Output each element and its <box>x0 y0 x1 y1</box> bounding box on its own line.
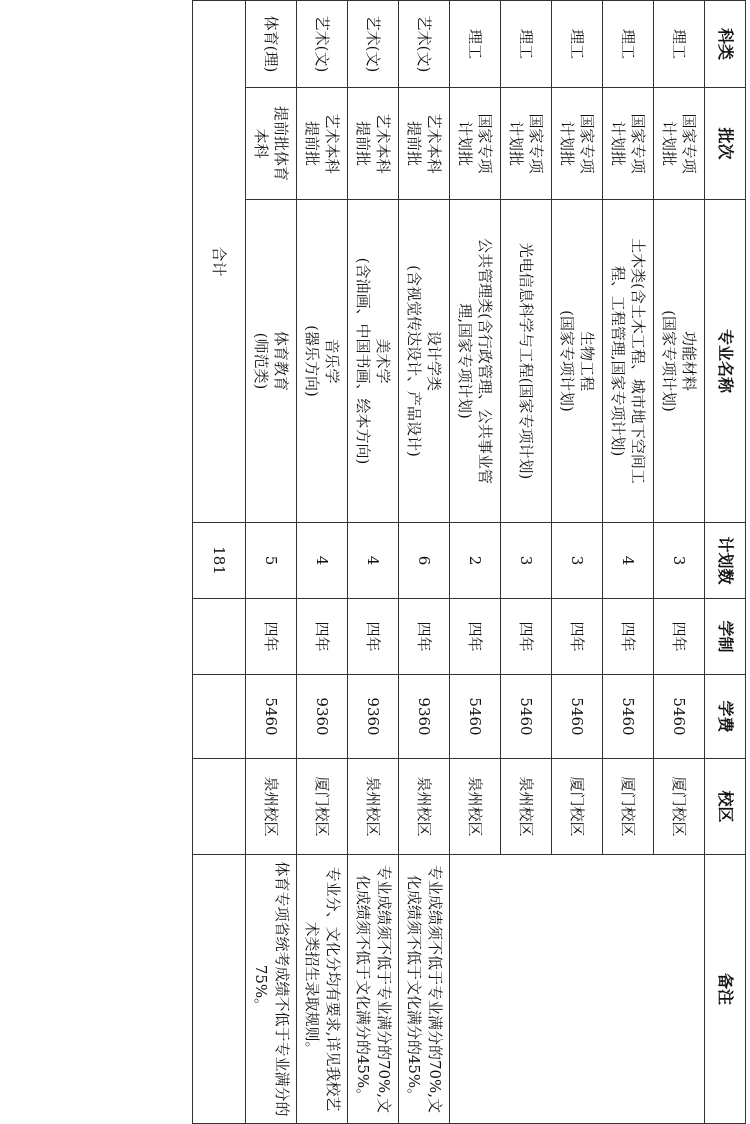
cell-major: 公共管理类(含行政管理、公共事业管 理,国家专项计划) <box>450 200 501 523</box>
cell-category: 理工 <box>450 1 501 88</box>
cell-plan: 3 <box>654 523 705 599</box>
cell-batch: 艺术本科 提前批 <box>348 88 399 200</box>
cell-duration: 四年 <box>552 599 603 675</box>
cell-batch: 艺术本科 提前批 <box>399 88 450 200</box>
cell-campus: 泉州校区 <box>450 759 501 855</box>
cell-note: 体育专项省统考成绩不低于专业满分的75%。 <box>246 855 297 1124</box>
cell-fee: 5460 <box>552 675 603 759</box>
cell-major: 生物工程 (国家专项计划) <box>552 200 603 523</box>
cell-batch: 国家专项 计划批 <box>552 88 603 200</box>
cell-fee: 5460 <box>654 675 705 759</box>
cell-fee: 5460 <box>603 675 654 759</box>
cell-batch: 国家专项 计划批 <box>501 88 552 200</box>
cell-category: 理工 <box>654 1 705 88</box>
cell-campus: 厦门校区 <box>297 759 348 855</box>
cell-note: 专业分、文化分均有要求,详见我校艺术类招生录取规则。 <box>297 855 348 1124</box>
cell-note: 专业成绩须不低于专业满分的70%,文化成绩须不低于文化满分的45%。 <box>348 855 399 1124</box>
cell-fee: 9360 <box>399 675 450 759</box>
total-plan: 181 <box>193 523 246 599</box>
cell-plan: 4 <box>603 523 654 599</box>
cell-plan: 4 <box>348 523 399 599</box>
header-fee: 学费 <box>705 675 746 759</box>
cell-batch: 国家专项 计划批 <box>654 88 705 200</box>
table-row <box>399 1 450 1124</box>
cell-plan: 2 <box>450 523 501 599</box>
cell-campus: 泉州校区 <box>399 759 450 855</box>
cell-major: 音乐学 (器乐方向) <box>297 200 348 523</box>
cell-duration: 四年 <box>654 599 705 675</box>
cell-category: 理工 <box>501 1 552 88</box>
total-empty <box>193 675 246 759</box>
header-notes: 备注 <box>705 855 746 1124</box>
cell-plan: 3 <box>501 523 552 599</box>
cell-major: 美术学 (含油画、中国书画、绘本方向) <box>348 200 399 523</box>
cell-duration: 四年 <box>297 599 348 675</box>
cell-fee: 5460 <box>450 675 501 759</box>
cell-duration: 四年 <box>246 599 297 675</box>
cell-campus: 泉州校区 <box>348 759 399 855</box>
table-row <box>246 1 297 1124</box>
cell-category: 理工 <box>603 1 654 88</box>
cell-notes-empty <box>450 855 705 1124</box>
cell-campus: 厦门校区 <box>654 759 705 855</box>
total-row <box>193 1 246 1124</box>
cell-plan: 5 <box>246 523 297 599</box>
cell-campus: 泉州校区 <box>246 759 297 855</box>
header-major: 专业名称 <box>705 200 746 523</box>
cell-campus: 厦门校区 <box>552 759 603 855</box>
cell-campus: 泉州校区 <box>501 759 552 855</box>
cell-duration: 四年 <box>348 599 399 675</box>
cell-duration: 四年 <box>603 599 654 675</box>
header-category: 科类 <box>705 1 746 88</box>
header-plan: 计划数 <box>705 523 746 599</box>
table-row <box>297 1 348 1124</box>
total-empty <box>193 599 246 675</box>
cell-plan: 4 <box>297 523 348 599</box>
cell-major: 体育教育 (师范类) <box>246 200 297 523</box>
cell-duration: 四年 <box>450 599 501 675</box>
cell-category: 艺术(文) <box>297 1 348 88</box>
cell-major: 功能材料 (国家专项计划) <box>654 200 705 523</box>
cell-category: 艺术(文) <box>348 1 399 88</box>
cell-plan: 6 <box>399 523 450 599</box>
total-label: 合计 <box>193 1 246 523</box>
cell-category: 体育(理) <box>246 1 297 88</box>
cell-plan: 3 <box>552 523 603 599</box>
total-empty <box>193 855 246 1124</box>
admission-plan-table <box>192 0 746 1124</box>
cell-major: 设计学类 (含视觉传达设计、产品设计) <box>399 200 450 523</box>
cell-category: 艺术(文) <box>399 1 450 88</box>
cell-fee: 5460 <box>501 675 552 759</box>
cell-major: 土木类(含土木工程、城市地下空间工 程、工程管理,国家专项计划) <box>603 200 654 523</box>
cell-note: 专业成绩须不低于专业满分的70%,文化成绩须不低于文化满分的45%。 <box>399 855 450 1124</box>
cell-batch: 艺术本科 提前批 <box>297 88 348 200</box>
total-empty <box>193 759 246 855</box>
cell-fee: 5460 <box>246 675 297 759</box>
cell-duration: 四年 <box>501 599 552 675</box>
cell-batch: 提前批体育 本科 <box>246 88 297 200</box>
cell-duration: 四年 <box>399 599 450 675</box>
header-duration: 学制 <box>705 599 746 675</box>
cell-batch: 国家专项 计划批 <box>450 88 501 200</box>
header-campus: 校区 <box>705 759 746 855</box>
cell-fee: 9360 <box>297 675 348 759</box>
table-row <box>654 1 705 1124</box>
cell-batch: 国家专项 计划批 <box>603 88 654 200</box>
cell-major: 光电信息科学与工程(国家专项计划) <box>501 200 552 523</box>
cell-fee: 9360 <box>348 675 399 759</box>
table-row <box>348 1 399 1124</box>
cell-campus: 厦门校区 <box>603 759 654 855</box>
cell-category: 理工 <box>552 1 603 88</box>
header-row <box>705 1 746 1124</box>
header-batch: 批次 <box>705 88 746 200</box>
